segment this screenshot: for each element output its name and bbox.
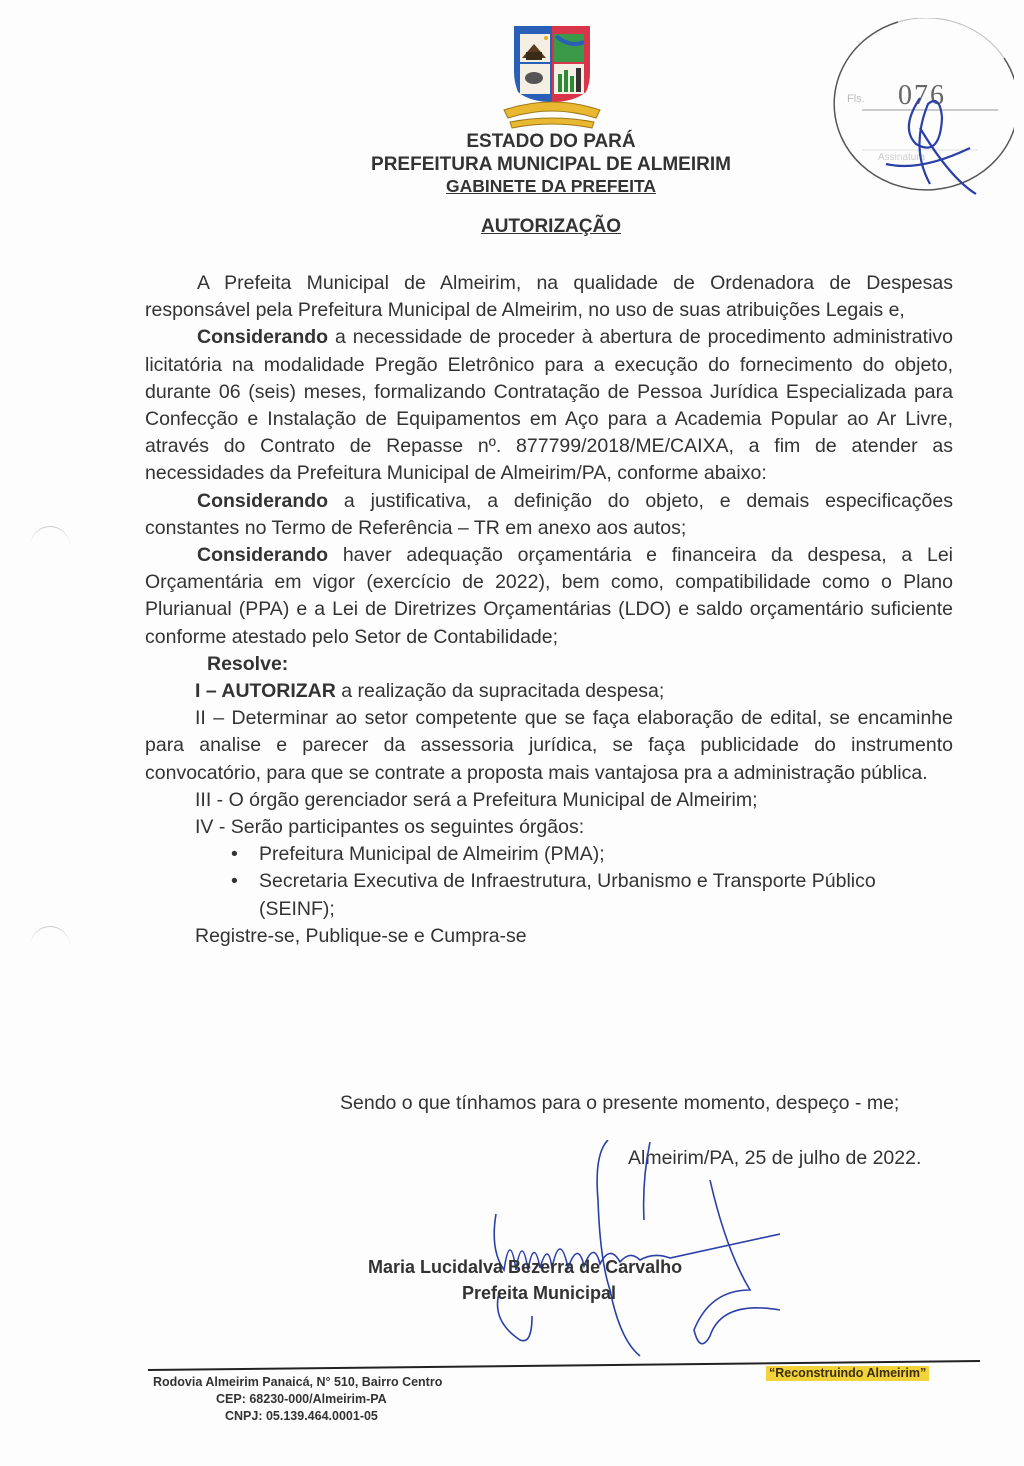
footer-address: Rodovia Almeirim Panaicá, N° 510, Bairro Centro [153,1375,443,1389]
date-line: Almeirim/PA, 25 de julho de 2022. [628,1147,922,1169]
considerando-label: Considerando [197,544,329,567]
punch-hole-mark [30,926,70,967]
register-line: Registre-se, Publique-se e Cumpra-se [195,924,527,947]
considerando-text: a justificativa, a definição do objeto, e demais especificações constantes no Termo de Referência – TR em anexo aos autos; [145,489,953,539]
footer-address-block [153,1374,442,1425]
document-body [145,270,953,950]
participant-item [231,868,953,922]
considerando-label: Considerando [197,326,329,349]
stamp-sub-label: Assinatura [878,152,926,163]
header-office: GABINETE DA PREFEITA [445,176,656,196]
municipal-coat-of-arms-icon [500,22,604,132]
footer-cnpj: CNPJ: 05.139.464.0001-05 [225,1409,378,1423]
considerando-paragraph-2 [145,488,953,542]
stamp-label: Fls. [847,93,865,105]
considerando-paragraph-3 [145,542,953,651]
considerando-paragraph-1 [145,324,953,487]
considerando-text: haver adequação orçamentária e financeira da despesa, a Lei Orçamentária em vigor (exercício de 2022), bem como, compatibilidade como o Plano Plurianual (PPA) e a Lei de Diretrizes Orçamentárias (LDO) e saldo orçamentário suficiente conforme atestado pelo Setor de Contabilidade; [145,544,953,648]
participant-name: Prefeitura Municipal de Almeirim (PMA); [259,843,605,866]
intro-paragraph: A Prefeita Municipal de Almeirim, na qualidade de Ordenadora de Despesas responsável pela Prefeitura Municipal de Almeirim, no uso de suas atribuições Legais e, [145,272,953,322]
item-1-prefix: I – AUTORIZAR [195,680,336,703]
participants-list [145,841,953,923]
bullet-icon: • [231,870,238,893]
resolution-item-2: II – Determinar ao setor competente que se faça elaboração de edital, se encaminhe para analise e parecer da assessoria jurídica, se faça publicidade do instrumento convocatório, para que se contrate a proposta mais vantajosa pra a administração pública. [145,707,953,784]
signatory-name: Maria Lucidalva Bezerra de Carvalho [368,1257,683,1277]
resolution-item-3: III - O órgão gerenciador será a Prefeitura Municipal de Almeirim; [195,788,758,811]
signatory-role: Prefeita Municipal [462,1283,617,1303]
footer-cep: CEP: 68230-000/Almeirim-PA [216,1392,387,1406]
resolution-item-1 [145,678,953,705]
participant-item [231,841,953,868]
considerando-label: Considerando [197,489,329,512]
document-title: AUTORIZAÇÃO [480,216,622,237]
footer-slogan: “Reconstruindo Almeirim” [766,1366,929,1381]
stamp-page-number: 076 [898,80,946,111]
considerando-text: a necessidade de proceder à abertura de procedimento administrativo licitatória na modalidade Pregão Eletrônico para a execução do fornecimento do objeto, durante 06 (seis) meses, formalizando Contratação de Pessoa Jurídica Especializada para Confecção e Instalação de Equipamentos em Aço para a Academia Popular ao Ar Livre, através do Contrato de Repasse nº. 877799/2018/ME/CAIXA, a fim de atender as necessidades da Prefeitura Municipal de Almeirim/PA, conforme abaixo: [145,326,953,485]
handwritten-signature-icon [460,1140,780,1360]
item-1-text: a realização da supracitada despesa; [335,680,665,703]
resolution-item-4: IV - Serão participantes os seguintes órgãos: [195,816,585,839]
header-municipality: PREFEITURA MUNICIPAL DE ALMEIRIM [371,154,731,175]
resolve-heading: Resolve: [207,652,289,675]
participant-name: Secretaria Executiva de Infraestrutura, Urbanismo e Transporte Público (SEINF); [259,870,876,920]
bullet-icon: • [231,843,238,866]
header-state: ESTADO DO PARÁ [466,131,636,152]
closing-line: Sendo o que tínhamos para o presente momento, despeço - me; [340,1092,900,1114]
punch-hole-mark [30,526,70,567]
